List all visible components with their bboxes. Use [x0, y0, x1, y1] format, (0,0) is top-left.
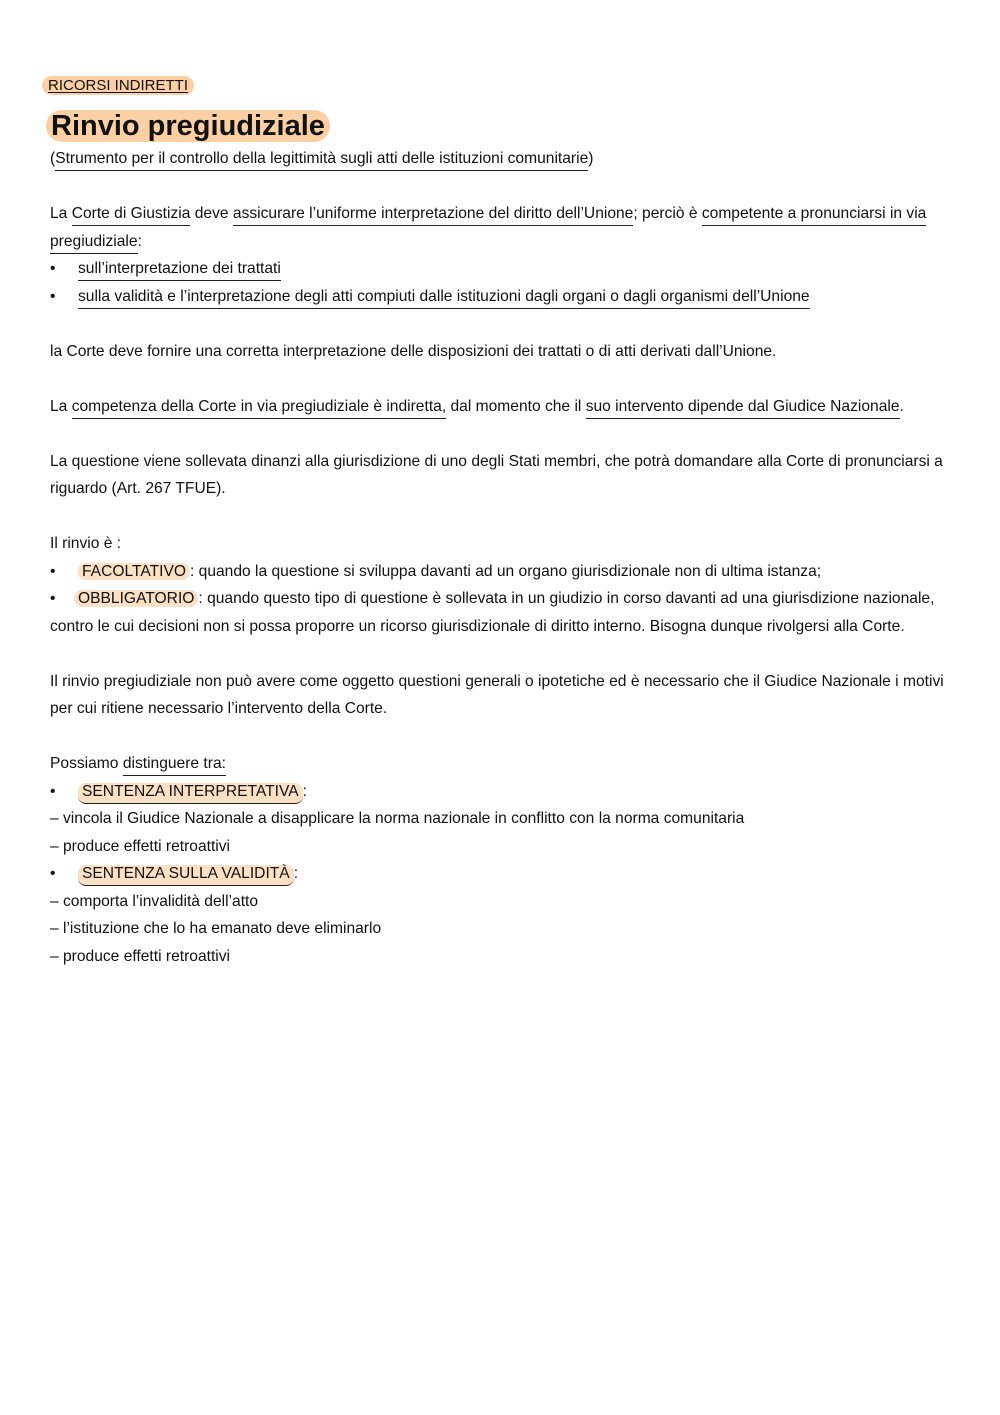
- list-item: • SENTENZA INTERPRETATIVA :: [50, 778, 960, 806]
- paragraph-court-competence: La Corte di Giustizia deve assicurare l’uniforme interpretazione del diritto dell’Unione; perciò è competente a pronunciarsi in via pregiudiziale:: [50, 200, 960, 255]
- list-item: – produce effetti retroattivi: [50, 947, 231, 965]
- bullet-icon: •: [50, 287, 56, 305]
- bullet-icon: •: [50, 590, 56, 607]
- paragraph-question-raised: La questione viene sollevata dinanzi alla giurisdizione di uno degli Stati membri, che potrà domandare alla Corte di pronunciarsi a riguardo (Art. 267 TFUE).: [50, 452, 943, 497]
- section-tag-label: RICORSI INDIRETTI: [42, 76, 194, 95]
- paragraph-rinvio-intro: Il rinvio è :: [50, 535, 122, 552]
- subtitle-text: Strumento per il controllo della legittimità sugli atti delle istituzioni comunitarie: [55, 150, 588, 171]
- page-title-text: Rinvio pregiudiziale: [46, 110, 330, 142]
- list-item: – vincola il Giudice Nazionale a disapplicare la norma nazionale in conflitto con la norma comunitaria: [50, 810, 745, 827]
- bullet-icon: •: [50, 562, 56, 580]
- sentenza-validita-label: SENTENZA SULLA VALIDITÀ: [78, 865, 294, 886]
- paragraph-interpretation: la Corte deve fornire una corretta interpretazione delle disposizioni dei trattati o di atti derivati dall’Unione.: [50, 342, 777, 360]
- list-item: • FACOLTATIVO : quando la questione si sviluppa davanti ad un organo giurisdizionale non di ultima istanza;: [50, 558, 960, 586]
- list-item: – l’istituzione che lo ha emanato deve eliminarlo: [50, 920, 382, 937]
- list-item: – produce effetti retroattivi: [50, 837, 231, 855]
- obbligatorio-label: OBBLIGATORIO: [74, 590, 198, 607]
- section-tag: [42, 75, 194, 97]
- page-title: [46, 107, 960, 145]
- paragraph-distinguish: Possiamo distinguere tra:: [50, 750, 960, 778]
- sentenza-interpretativa-label: SENTENZA INTERPRETATIVA: [78, 783, 303, 804]
- list-item: • OBBLIGATORIO : quando questo tipo di questione è sollevata in un giudizio in corso davanti ad una giurisdizione nazionale, contro le cui decisioni non si possa proporre un ricorso giurisdizionale di diritto interno. Bisogna dunque rivolgersi alla Corte.: [50, 585, 960, 640]
- bullet-icon: •: [50, 865, 56, 882]
- paragraph-rinvio-object: Il rinvio pregiudiziale non può avere come oggetto questioni generali o ipotetiche ed è necessario che il Giudice Nazionale i motivi per cui ritiene necessario l’intervento della Corte.: [50, 672, 944, 717]
- list-item: • SENTENZA SULLA VALIDITÀ :: [50, 860, 960, 888]
- document-content: [50, 72, 960, 970]
- bullet-icon: •: [50, 782, 56, 800]
- list-item: • sulla validità e l’interpretazione degli atti compiuti dalle istituzioni dagli organi o dagli organismi dell’Unione: [50, 283, 960, 311]
- bullet-icon: •: [50, 260, 56, 277]
- list-item: – comporta l’invalidità dell’atto: [50, 892, 259, 910]
- paragraph-indirect-competence: La competenza della Corte in via pregiudiziale è indiretta, dal momento che il suo intervento dipende dal Giudice Nazionale.: [50, 393, 960, 421]
- subtitle: (Strumento per il controllo della legittimità sugli atti delle istituzioni comunitarie): [50, 145, 960, 173]
- facoltativo-label: FACOLTATIVO: [78, 563, 190, 580]
- list-item: • sull’interpretazione dei trattati: [50, 255, 960, 283]
